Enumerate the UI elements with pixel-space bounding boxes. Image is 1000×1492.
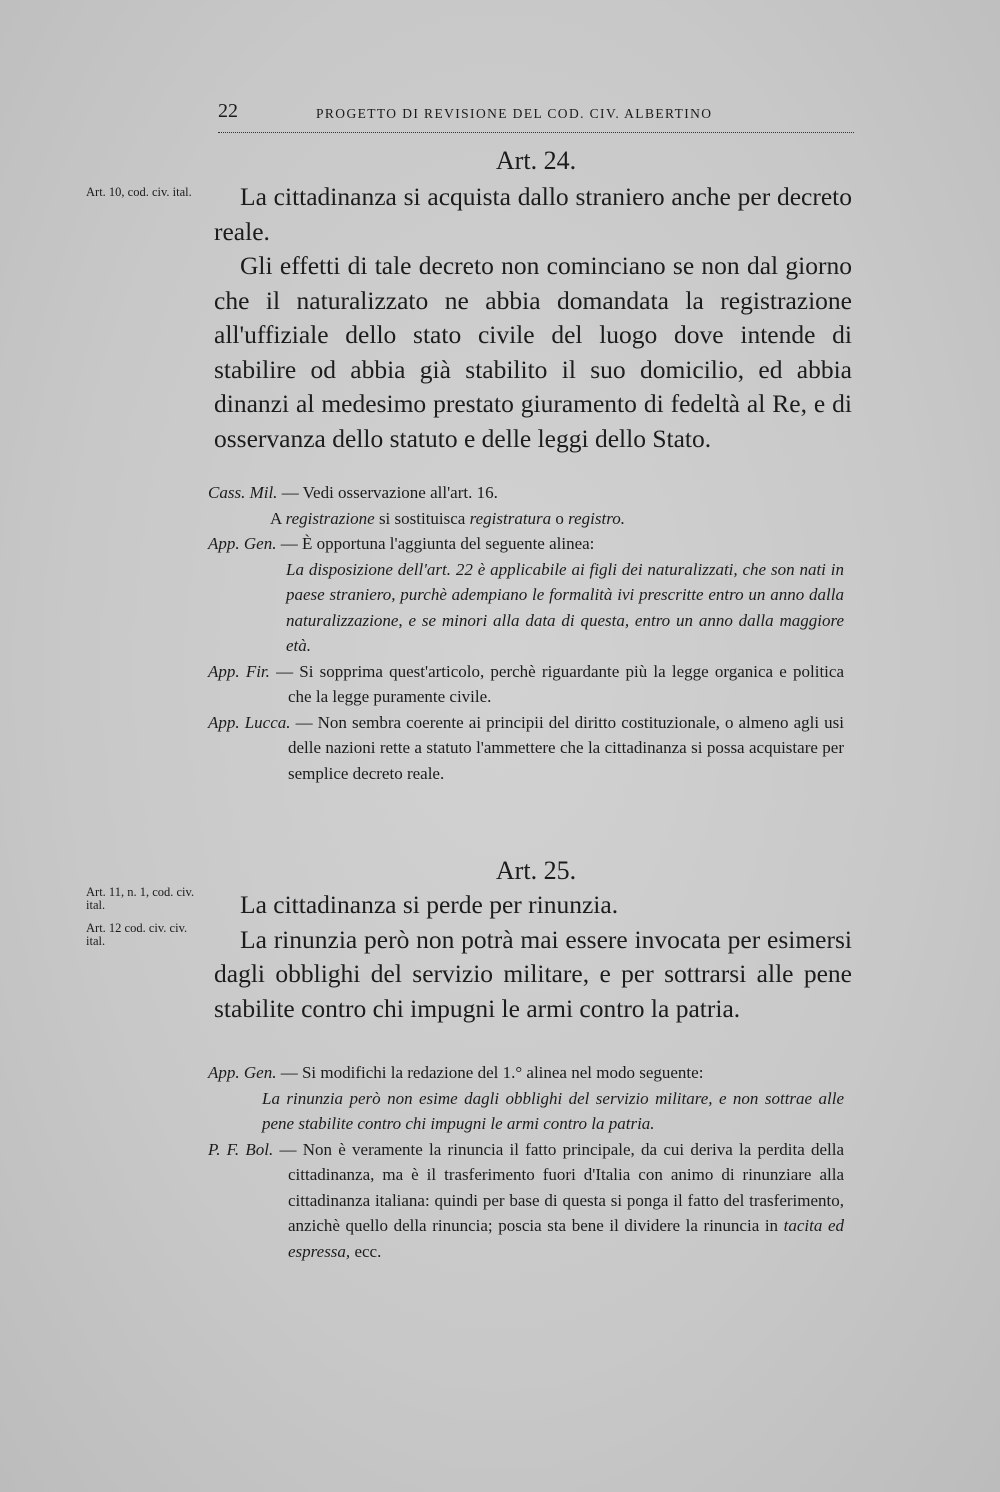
- note-text: si sostituisca: [378, 508, 466, 528]
- note-text: — Non sembra coerente ai principii del diritto costituzionale, o almeno agli usi delle nazioni rette a statuto l'ammettere che la cittadinanza si possa acquistare per semplice decreto reale.: [288, 712, 845, 783]
- margin-note-art25-1: Art. 11, n. 1, cod. civ. ital.: [86, 885, 195, 912]
- note-text: o: [555, 508, 564, 528]
- note-source: App. Gen.: [208, 1063, 277, 1082]
- note-text: ecc.: [354, 1241, 382, 1261]
- note-text: — Vedi osservazione all'art. 16.: [281, 483, 498, 502]
- article-25-body: [214, 888, 852, 1026]
- note-app-lucca: [208, 710, 844, 787]
- page-header: [218, 100, 854, 130]
- article-24-body: [214, 180, 852, 456]
- note-source: P. F. Bol.: [208, 1139, 274, 1159]
- note-app-gen-25: [208, 1060, 844, 1086]
- note-text: — Si sopprima quest'articolo, perchè riguardante più la legge organica e politica che la legge puramente civile.: [276, 661, 844, 706]
- note-app-fir: [208, 659, 844, 710]
- note-app-gen-quote: La disposizione dell'art. 22 è applicabile ai figli dei naturalizzati, che son nati in paese straniero, purchè adempiano le formalità ivi prescritte entro un anno dalla naturalizzazione, e se minori alla data di questa, entro un anno dalla maggiore età.: [286, 559, 844, 655]
- note-source: App. Lucca.: [208, 712, 291, 732]
- note-text: A: [270, 508, 282, 528]
- margin-note-art24: Art. 10, cod. civ. ital.: [86, 185, 192, 199]
- note-pfbol: [208, 1137, 844, 1265]
- page-number: 22: [218, 100, 238, 122]
- note-text: — È opportuna l'aggiunta del seguente alinea:: [280, 534, 595, 553]
- note-term: registro.: [568, 508, 625, 528]
- note-source: App. Gen.: [208, 534, 277, 553]
- note-registrazione: [208, 506, 844, 532]
- article-25-notes: [208, 1060, 844, 1264]
- article-24-notes: [208, 480, 844, 786]
- article-24-paragraph-1: La cittadinanza si acquista dallo straniero anche per decreto reale.: [214, 182, 852, 246]
- note-term: registratura: [469, 508, 552, 528]
- note-source: App. Fir.: [208, 661, 270, 681]
- header-rule: [218, 132, 854, 133]
- note-term: tacita ed espressa,: [288, 1216, 844, 1261]
- note-source: Cass. Mil.: [208, 483, 278, 502]
- article-25-paragraph-2: La rinunzia però non potrà mai essere invocata per esimersi dagli obblighi del servizio militare, e per sottrarsi alle pene stabilite contro chi impugni le armi contro la patria.: [214, 924, 852, 1023]
- note-app-gen-25-quote: La rinunzia però non esime dagli obblighi del servizio militare, e non sottrae alle pene stabilite contro chi impugni le armi contro la patria.: [262, 1088, 844, 1133]
- article-24-paragraph-2: Gli effetti di tale decreto non cominciano se non dal giorno che il naturalizzato ne abbia domandata la registrazione all'uffiziale dello stato civile del luogo dove intende di stabilire od abbia già stabilito il suo domicilio, ed abbia dinanzi al medesimo prestato giuramento di fedeltà al Re, e di osservanza dello statuto e delle leggi dello Stato.: [214, 251, 852, 453]
- running-title: PROGETTO DI REVISIONE DEL COD. CIV. ALBERTINO: [316, 106, 713, 121]
- margin-note-art25-2: Art. 12 cod. civ. civ. ital.: [86, 921, 188, 948]
- article-25-heading: Art. 25.: [495, 856, 577, 885]
- note-text: — Si modifichi la redazione del 1.° alinea nel modo seguente:: [280, 1063, 704, 1082]
- note-term: registrazione: [285, 508, 375, 528]
- note-text: — Non è veramente la rinuncia il fatto principale, da cui deriva la perdita della cittadinanza, ma è il trasferimento fuori d'Italia con animo di rinunziare alla cittadinanza italiana: quindi per base di questa si ponga il fatto del trasferimento, anzichè quello della rinuncia; poscia sta bene il dividere la rinuncia in: [279, 1139, 845, 1235]
- article-25-paragraph-1: La cittadinanza si perde per rinunzia.: [240, 890, 619, 919]
- article-24-heading: Art. 24.: [495, 146, 577, 175]
- note-app-gen: [208, 531, 844, 557]
- note-cass-mil: [208, 480, 844, 506]
